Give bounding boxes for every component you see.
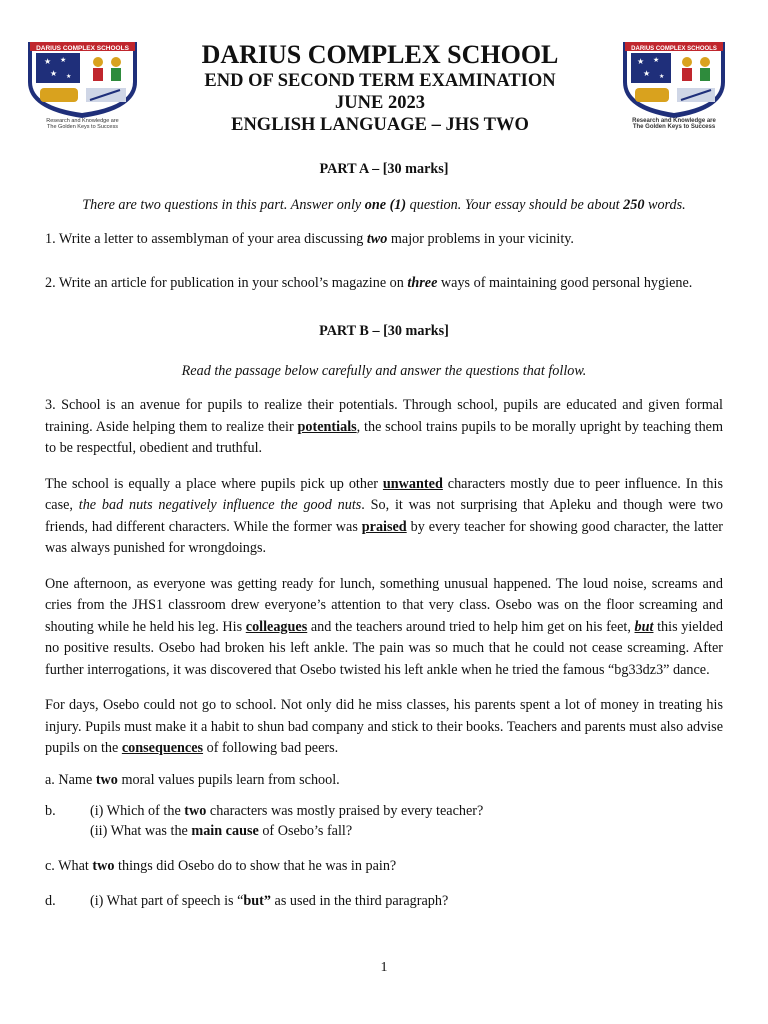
svg-text:★: ★ — [637, 57, 645, 66]
passage-paragraph-4: For days, Osebo could not go to school. Not only did he miss classes, his parents spent a lot of money in treating his injury. Pupils must make it a habit to shun bad company and stick to their books. Teachers and parents must also advise pupils on the consequences of following bad peers. — [45, 697, 723, 756]
exam-content — [45, 156, 723, 911]
svg-text:★: ★ — [50, 69, 58, 78]
question-b-ii: (ii) What was the main cause of Osebo’s fall? — [90, 822, 353, 839]
crest-banner — [20, 42, 145, 54]
passage-paragraph-2: The school is equally a place where pupils pick up other unwanted characters mostly due to peer influence. In this case, the bad nuts negatively influence the good nuts. So, it was not surprising that Apleku and though were two friends, had different characters. While the former was praised by every teacher for showing good character, the latter was always punished for wrongdoings. — [45, 475, 724, 556]
svg-text:★: ★ — [44, 57, 52, 66]
question-b — [45, 801, 723, 841]
passage-paragraph-3: One afternoon, as everyone was getting ready for lunch, something unusual happened. The loud noise, screams and cries from the JHS1 classroom drew everyone’s attention to that very class. Osebo was on the floor screaming and shouting while he held his leg. His colleagues and the teachers around tried to help him get on his feet, but this yielded no positive results. Osebo had broken his left ankle. The pain was so much that he could not cease screaming. After further interrogations, it was discovered that Osebo twisted his left ankle when he tried the famous “bg33dz3” dance. — [45, 575, 723, 678]
page-number: 1 — [380, 960, 388, 975]
question-d — [45, 891, 723, 911]
svg-text:DARIUS COMPLEX SCHOOLS: DARIUS COMPLEX SCHOOLS — [36, 45, 129, 52]
school-name: DARIUS COMPLEX SCHOOL — [201, 40, 559, 69]
exam-subject: ENGLISH LANGUAGE – JHS TWO — [231, 115, 529, 135]
exam-header — [150, 40, 610, 136]
crest-banner — [619, 42, 729, 54]
svg-text:★: ★ — [60, 56, 67, 64]
svg-text:DARIUS COMPLEX SCHOOLS: DARIUS COMPLEX SCHOOLS — [631, 46, 717, 52]
school-crest-right — [617, 40, 742, 135]
exam-date: JUNE 2023 — [335, 93, 425, 113]
question-1: 1. Write a letter to assemblyman of your area discussing two major problems in your vicinity. — [45, 231, 574, 247]
svg-text:★: ★ — [66, 74, 72, 80]
crest-tagline: Research and Knowledge are The Golden Keys to Success — [46, 118, 119, 130]
svg-text:★: ★ — [653, 56, 660, 64]
svg-text:★: ★ — [659, 74, 665, 80]
part-a-title: PART A – [30 marks] — [319, 161, 449, 177]
part-b-title: PART B – [30 marks] — [319, 323, 449, 339]
part-a-instruction: There are two questions in this part. Answer only one (1) question. Your essay should be about 250 words. — [82, 197, 686, 213]
question-d-i: (i) What part of speech is “but” as used in the third paragraph? — [90, 892, 449, 909]
crest-tagline: Research and Knowledge are The Golden Keys to Success — [632, 118, 716, 130]
school-crest-left — [20, 40, 145, 135]
part-b-instruction: Read the passage below carefully and answer the questions that follow. — [181, 363, 587, 379]
question-d-label: d. — [45, 892, 56, 909]
question-b-i: (i) Which of the two characters was mostly praised by every teacher? — [90, 802, 484, 819]
svg-text:★: ★ — [643, 69, 651, 78]
question-b-label: b. — [45, 802, 56, 819]
passage-paragraph-1: 3. School is an avenue for pupils to realize their potentials. Through school, pupils are educated and given formal training. Aside helping them to realize their potentials, the school trains pupils to be morally upright by teaching them to be respectful, obedient and truthful. — [45, 397, 724, 456]
question-a: a. Name two moral values pupils learn from school. — [45, 771, 340, 788]
question-c: c. What two things did Osebo do to show that he was in pain? — [45, 857, 397, 874]
exam-title: END OF SECOND TERM EXAMINATION — [204, 71, 556, 91]
question-2: 2. Write an article for publication in your school’s magazine on three ways of maintaining good personal hygiene. — [45, 275, 693, 291]
